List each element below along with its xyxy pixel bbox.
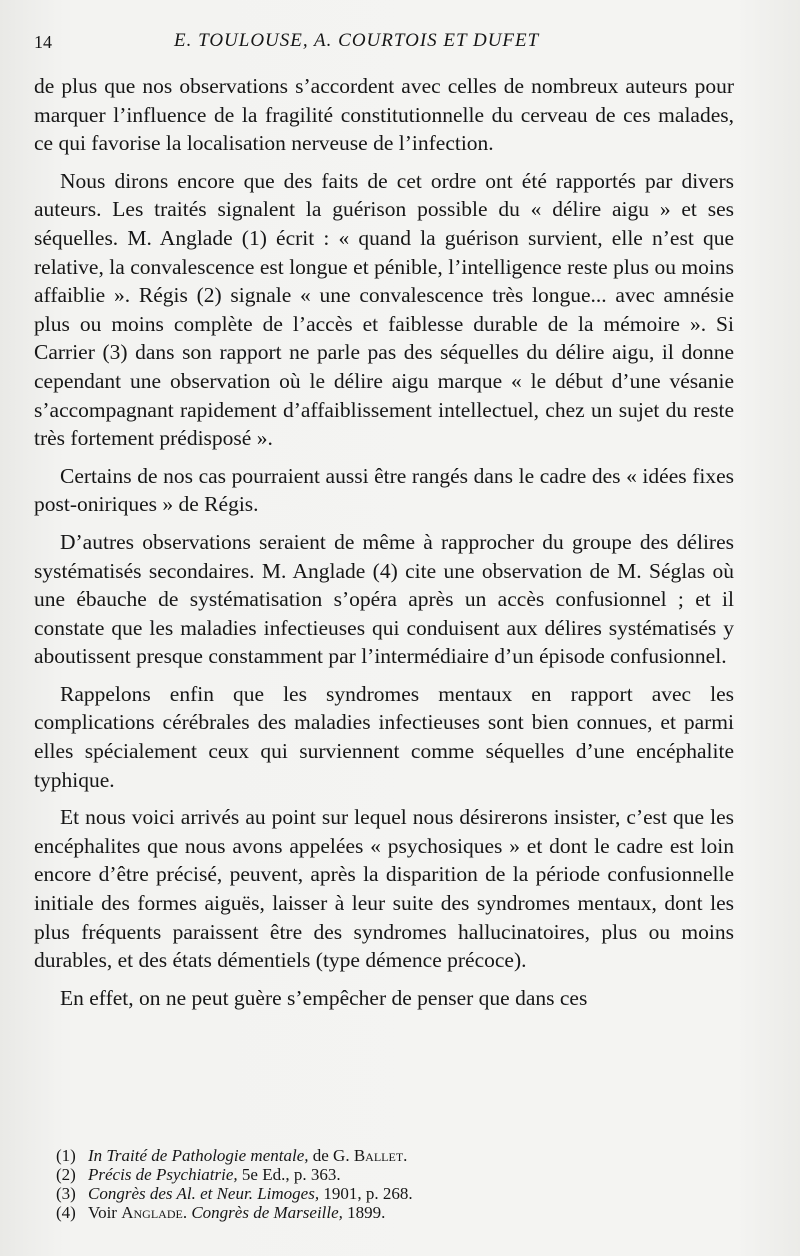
footnote-2 [56,1165,716,1184]
footnote-title: In Traité de Pathologie mentale, [88,1146,309,1165]
paragraph-7: En effet, on ne peut guère s’empêcher de penser que dans ces [60,985,588,1010]
paragraph-2: Nous dirons encore que des faits de cet ordre ont été rapportés par divers auteurs. Les traités signalent la guérison possible du « délire aigu » et ses séquelles. M. Anglade (1) écrit : « quand la guérison survient, elle n’est que relative, la convalescence est longue et pénible, l’intelligence reste plus ou moins affaiblie ». Régis (2) signale « une convalescence très longue... avec amnésie plus ou moins complète de l’accès et faiblesse durable de la mémoire ». Si Carrier (3) dans son rapport ne parle pas des séquelles du délire aigu, il donne cependant une observation où le délire aigu marque « le début d’une vésanie s’accompagnant rapidement d’affaiblissement intellectuel, chez un sujet du reste très fortement prédisposé ». [34,168,734,451]
footnote-pre: Voir [88,1203,122,1222]
paragraph-4: D’autres observations seraient de même à rapprocher du groupe des délires systématisés secondaires. M. Anglade (4) cite une observation de M. Séglas où une ébauche de systématisation s’opéra après un accès confusionnel ; et il constate que les maladies infectieuses qui conduisent aux délires systématisés y aboutissent presque constamment par l’intermédiaire d’un épisode confusionnel. [34,529,734,669]
footnote-author: Ballet [353,1146,404,1165]
footnote-end: . [403,1146,408,1165]
footnote-number: (4) [56,1203,76,1222]
footnote-title: Précis de Psychiatrie, [88,1165,238,1184]
footnote-author: Anglade [121,1203,183,1222]
page-number: 14 [34,32,52,52]
footnotes [56,1146,716,1222]
footnote-text: 5e Ed., p. 363. [237,1165,341,1184]
paragraph-1: de plus que nos observations s’accordent avec celles de nombreux auteurs pour marquer l’influence de la fragilité constitutionnelle du cerveau de ces malades, ce qui favorise la localisation nerveuse de l’infection. [34,74,734,156]
paragraph-6: Et nous voici arrivés au point sur lequel nous désirerons insister, c’est que les encéphalites que nous avons appelées « psychosiques » et dont le cadre est loin encore d’être précisé, peuvent, après la disparition de la période confusionnelle initiale des formes aiguës, laisser à leur suite des syndromes mentaux, dont les plus fréquents paraissent être des syndromes hallucinatoires, plus ou moins durables, et des états démentiels (type démence précoce). [34,805,734,973]
footnote-number: (2) [56,1165,76,1184]
footnote-number: (3) [56,1184,76,1203]
footnote-text: 1901, p. 268. [319,1184,413,1203]
running-head: E. TOULOUSE, A. COURTOIS ET DUFET [174,30,540,51]
footnote-title: Congrès de Marseille, [191,1203,343,1222]
footnote-4 [56,1203,716,1222]
body-text [34,72,734,1021]
footnote-text: de G. [308,1146,354,1165]
footnote-mid: . [182,1203,192,1222]
page-header [34,28,740,58]
footnote-title: Congrès des Al. et Neur. Limoges, [88,1184,320,1203]
paragraph-5: Rappelons enfin que les syndromes mentaux en rapport avec les complications cérébrales des maladies infectieuses sont bien connues, et parmi elles spécialement ceux qui surviennent comme séquelles d’une encéphalite typhique. [34,681,734,792]
paragraph-3: Certains de nos cas pourraient aussi être rangés dans le cadre des « idées fixes post-oniriques » de Régis. [34,463,734,517]
footnote-3 [56,1184,716,1203]
footnote-text: 1899. [342,1203,386,1222]
footnote-1 [56,1146,716,1165]
footnote-number: (1) [56,1146,76,1165]
